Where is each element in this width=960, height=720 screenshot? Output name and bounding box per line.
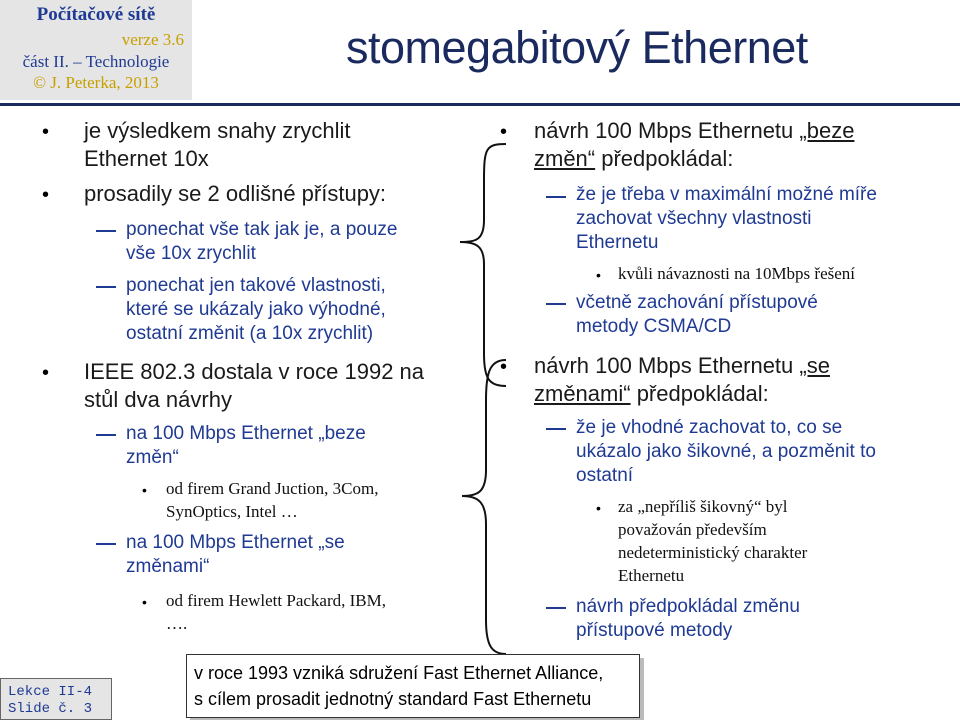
left-sub-1-line-2: vše 10x zrychlit bbox=[126, 243, 256, 264]
note-text bbox=[194, 660, 634, 712]
bullet-icon: • bbox=[596, 267, 601, 283]
dash-icon bbox=[96, 230, 116, 232]
note-line-2: s cílem prosadit jednotný standard Fast Ethernetu bbox=[194, 689, 592, 709]
bullet-icon: • bbox=[42, 362, 50, 384]
right-sub-3-line-3: ostatní bbox=[576, 465, 634, 486]
left-detail-1-line-2: SynOptics, Intel … bbox=[166, 502, 298, 521]
left-bullet-1-line-1: je výsledkem snahy zrychlit bbox=[84, 118, 351, 143]
bullet-icon: • bbox=[596, 500, 601, 516]
bullet-icon: • bbox=[142, 482, 147, 498]
left-sub-2-line-1: ponechat jen takové vlastnosti, bbox=[126, 275, 386, 296]
author-label: © J. Peterka, 2013 bbox=[33, 73, 159, 92]
header-divider bbox=[0, 103, 960, 106]
version-label: verze 3.6 bbox=[121, 30, 184, 49]
right-sub-1-line-2: zachovat všechny vlastnosti bbox=[576, 208, 812, 229]
curly-brace-icon bbox=[456, 140, 512, 660]
dash-icon bbox=[546, 607, 566, 609]
right-detail-2-line-1: za „nepříliš šikovný“ byl bbox=[618, 497, 788, 516]
dash-icon bbox=[546, 428, 566, 430]
right-bullet-2-line-2: změnami“ předpokládal: bbox=[534, 381, 769, 406]
left-detail-1-line-1: od firem Grand Juction, 3Com, bbox=[166, 479, 379, 498]
right-sub-1-line-3: Ethernetu bbox=[576, 232, 659, 253]
left-bullet-3-line-1: IEEE 802.3 dostala v roce 1992 na bbox=[84, 359, 425, 384]
course-title: Počítačové sítě bbox=[36, 4, 156, 25]
left-sub-2-line-3: ostatní změnit (a 10x zrychlit) bbox=[126, 323, 374, 344]
left-bullet-2: prosadily se 2 odlišné přístupy: bbox=[84, 181, 387, 206]
right-sub-4-line-2: přístupové metody bbox=[576, 620, 733, 641]
left-detail-2-line-1: od firem Hewlett Packard, IBM, bbox=[166, 591, 386, 610]
right-bullet-2-line-1: návrh 100 Mbps Ethernetu „se bbox=[534, 353, 830, 378]
bullet-icon: • bbox=[500, 121, 508, 143]
right-detail-2-line-2: považován především bbox=[618, 520, 767, 539]
right-sub-1-line-1: že je třeba v maximální možné míře bbox=[576, 184, 877, 205]
left-detail-2-line-2: …. bbox=[166, 614, 188, 633]
right-sub-4-line-1: návrh předpokládal změnu bbox=[576, 596, 800, 617]
left-sub-2-line-2: které se ukázaly jako výhodné, bbox=[126, 299, 386, 320]
lesson-label: Lekce II-4 bbox=[8, 684, 93, 700]
left-sub-4-line-1: na 100 Mbps Ethernet „se bbox=[126, 532, 345, 553]
right-detail-1: kvůli návaznosti na 10Mbps řešení bbox=[618, 264, 856, 283]
right-bullet-1-line-2: změn“ předpokládal: bbox=[534, 146, 734, 171]
left-sub-1-line-1: ponechat vše tak jak je, a pouze bbox=[126, 219, 398, 240]
page-title: stomegabitový Ethernet bbox=[346, 22, 808, 73]
right-sub-2-line-1: včetně zachování přístupové bbox=[576, 292, 818, 313]
right-sub-2-line-2: metody CSMA/CD bbox=[576, 316, 732, 337]
left-bullet-3-line-2: stůl dva návrhy bbox=[84, 387, 232, 412]
left-bullet-1-line-2: Ethernet 10x bbox=[84, 146, 209, 171]
bullet-icon: • bbox=[42, 184, 50, 206]
left-sub-3-line-2: změn“ bbox=[126, 447, 179, 468]
right-detail-2-line-3: nedeterministický charakter bbox=[618, 543, 808, 562]
note-line-1: v roce 1993 vzniká sdružení Fast Ethernet Alliance, bbox=[194, 663, 604, 683]
part-label: část II. – Technologie bbox=[22, 52, 170, 71]
right-detail-2-line-4: Ethernetu bbox=[618, 566, 685, 585]
dash-icon bbox=[96, 543, 116, 545]
dash-icon bbox=[96, 286, 116, 288]
dash-icon bbox=[546, 303, 566, 305]
right-sub-3-line-2: ukázalo jako šikovné, a pozměnit to bbox=[576, 441, 876, 462]
bullet-icon: • bbox=[42, 121, 50, 143]
dash-icon bbox=[96, 434, 116, 436]
bullet-icon: • bbox=[500, 356, 508, 378]
dash-icon bbox=[546, 196, 566, 198]
right-sub-3-line-1: že je vhodné zachovat to, co se bbox=[576, 417, 843, 438]
left-sub-3-line-1: na 100 Mbps Ethernet „beze bbox=[126, 423, 366, 444]
bullet-icon: • bbox=[142, 594, 147, 610]
left-sub-4-line-2: změnami“ bbox=[126, 556, 210, 577]
right-bullet-1-line-1: návrh 100 Mbps Ethernetu „beze bbox=[534, 118, 855, 143]
slide-number-label: Slide č. 3 bbox=[8, 701, 93, 717]
